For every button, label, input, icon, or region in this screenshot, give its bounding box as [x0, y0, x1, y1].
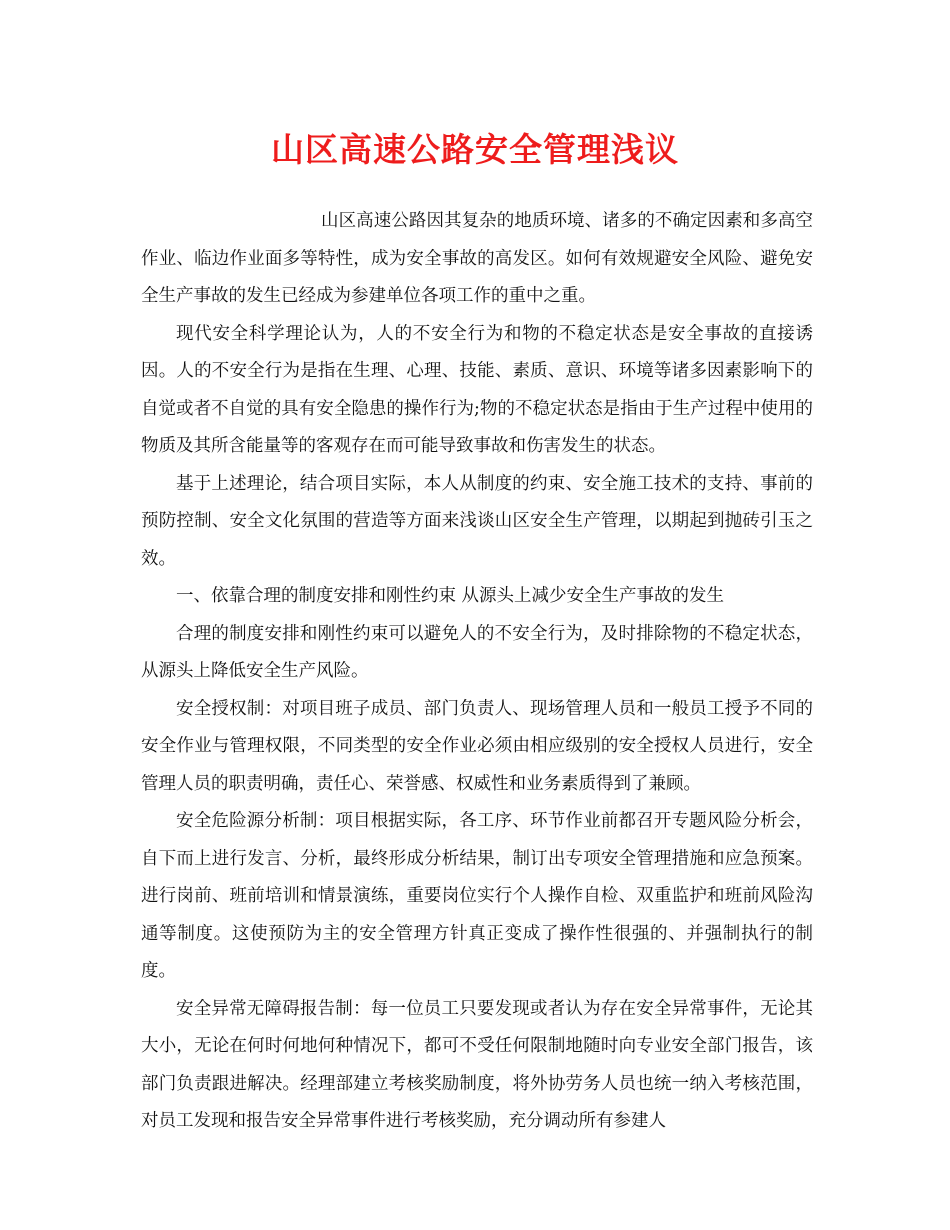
document-body: [141, 203, 813, 1141]
paragraph-hazard-analysis: 安全危险源分析制：项目根据实际，各工序、环节作业前都召开专题风险分析会，自下而上进行发言、分析，最终形成分析结果，制订出专项安全管理措施和应急预案。进行岗前、班前培训和情景演练，重要岗位实行个人操作自检、双重监护和班前风险沟通等制度。这使预防为主的安全管理方针真正变成了操作性很强的、并强制执行的制度。: [141, 811, 813, 981]
paragraph-anomaly-reporting: 安全异常无障碍报告制：每一位员工只要发现或者认为存在安全异常事件，无论其大小，无论在何时何地何种情况下，都可不受任何限制地随时向专业安全部门报告，该部门负责跟进解决。经理部建立考核奖励制度，将外协劳务人员也统一纳入考核范围，对员工发现和报告安全异常事件进行考核奖励，充分调动所有参建人: [141, 998, 813, 1131]
paragraph-intro: 山区高速公路因其复杂的地质环境、诸多的不确定因素和多高空作业、临边作业面多等特性，成为安全事故的高发区。如何有效规避安全风险、避免安全生产事故的发生已经成为参建单位各项工作的重中之重。: [141, 211, 813, 306]
section-heading-1: 一、依靠合理的制度安排和刚性约束 从源头上减少安全生产事故的发生: [176, 586, 725, 606]
paragraph-theory: 现代安全科学理论认为，人的不安全行为和物的不稳定状态是安全事故的直接诱因。人的不安全行为是指在生理、心理、技能、素质、意识、环境等诸多因素影响下的自觉或者不自觉的具有安全隐患的操作行为;物的不稳定状态是指由于生产过程中使用的物质及其所含能量等的客观存在而可能导致事故和伤害发生的状态。: [141, 323, 813, 456]
paragraph-approach: 基于上述理论，结合项目实际，本人从制度的约束、安全施工技术的支持、事前的预防控制、安全文化氛围的营造等方面来浅谈山区安全生产管理，以期起到抛砖引玉之效。: [141, 473, 813, 569]
paragraph-section-1-intro: 合理的制度安排和刚性约束可以避免人的不安全行为，及时排除物的不稳定状态，从源头上降低安全生产风险。: [141, 623, 813, 681]
paragraph-authorization: 安全授权制：对项目班子成员、部门负责人、现场管理人员和一般员工授予不同的安全作业与管理权限，不同类型的安全作业必须由相应级别的安全授权人员进行，安全管理人员的职责明确，责任心、荣誉感、权威性和业务素质得到了兼顾。: [141, 698, 813, 794]
document-title: 山区高速公路安全管理浅议: [271, 130, 679, 169]
